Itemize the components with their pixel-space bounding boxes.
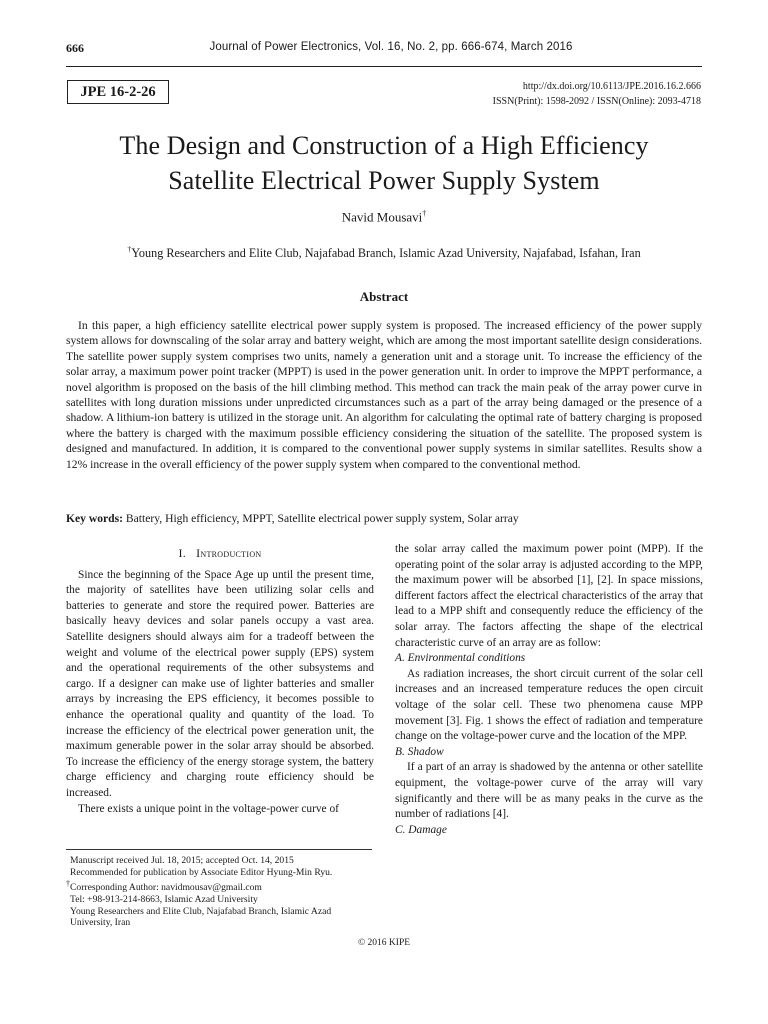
article-code-box	[67, 80, 169, 104]
affiliation	[0, 245, 768, 261]
footnote-editor: Recommended for publication by Associate Editor Hyung-Min Ryu.	[70, 866, 333, 878]
subsection-a-heading: A. Environmental conditions	[395, 652, 526, 665]
keywords-label: Key words:	[66, 512, 123, 525]
footnote-tel: Tel: +98-913-214-8663, Islamic Azad University	[70, 893, 258, 905]
footnote-affiliation: Young Researchers and Elite Club, Najafabad Branch, Islamic Azad University, Iran	[70, 905, 332, 929]
subsection-b-heading: B. Shadow	[395, 745, 444, 758]
footnote-email[interactable]: Corresponding Author: navidmousav@gmail.com	[70, 882, 262, 894]
header-rule	[66, 66, 702, 67]
affiliation-mark: †	[127, 245, 132, 254]
page-number: 666	[66, 41, 84, 55]
article-code: JPE 16-2-26	[80, 83, 156, 100]
right-column	[395, 542, 703, 838]
author	[0, 209, 768, 225]
author-mark: †	[422, 209, 427, 218]
footnote-received: Manuscript received Jul. 18, 2015; accepted Oct. 14, 2015	[70, 855, 294, 866]
subsection-c-heading: C. Damage	[395, 823, 447, 836]
section-title: Introduction	[196, 546, 262, 560]
mpp-paragraph: the solar array called the maximum power point (MPP). If the operating point of the solar array is adjusted according to the MPP, the maximum power will be absorbed [1], [2]. In space missions, different factors affect the electrical characteristics of the array that lead to a MPP shift and consequently reduce the efficiency of the solar array. The factors affecting the shape of the electrical characteristic curve of an array are as follow:	[395, 543, 703, 649]
footnote-rule	[66, 849, 372, 850]
intro-paragraph-2: There exists a unique point in the voltage-power curve of	[78, 802, 339, 815]
copyright: © 2016 KIPE	[357, 938, 411, 948]
footnote-mark: †	[66, 879, 70, 889]
footnote-corresponding	[66, 878, 372, 894]
doi-block	[493, 79, 701, 109]
author-name: Navid Mousavi	[341, 209, 423, 225]
abstract-text: In this paper, a high efficiency satellite electrical power supply system is proposed. The increased efficiency of the power supply system allows for downscaling of the solar array and battery weight, which are among the most important satellite design considerations. The satellite power supply system comprises two units, namely a generation unit and a storage unit. To increase the efficiency of the solar array, a maximum power point tracker (MPPT) is used in the power generation unit. In order to improve the MPPT performance, a novel algorithm is proposed on the basis of the hill climbing method. This method can track the main peak of the array power curve in satellites with long duration missions under unpredicted circumstances such as a part of the array being damaged or the presence of a shadow. A lithium-ion battery is utilized in the storage unit. An algorithm for calculating the optimal rate of battery charging is proposed where the battery is charged with the maximum possible efficiency considering the situation of the satellite. The proposed system is designed and manufactured. In addition, it is compared to the conventional power supply systems in similar satellites. Results show a 12% increase in the overall efficiency of the power supply system when compared to the conventional method.	[66, 319, 702, 471]
section-number: I.	[178, 546, 187, 560]
title-line-2: Satellite Electrical Power Supply System	[168, 166, 600, 195]
doi-link[interactable]: http://dx.doi.org/10.6113/JPE.2016.16.2.666	[522, 81, 701, 92]
left-column	[66, 542, 374, 817]
title-line-1: The Design and Construction of a High Efficiency	[119, 131, 649, 160]
abstract-heading: Abstract	[359, 289, 409, 304]
issn: ISSN(Print): 1598-2092 / ISSN(Online): 2093-4718	[492, 96, 701, 107]
keywords-list: Battery, High efficiency, MPPT, Satellite electrical power supply system, Solar array	[125, 512, 519, 525]
affiliation-text: Young Researchers and Elite Club, Najafabad Branch, Islamic Azad University, Najafabad, Isfahan, Iran	[131, 246, 641, 261]
footnote	[66, 855, 372, 929]
journal-citation: Journal of Power Electronics, Vol. 16, No. 2, pp. 666-674, March 2016	[209, 41, 573, 53]
subsection-b-text: If a part of an array is shadowed by the antenna or other satellite equipment, the voltage-power curve of the array will vary significantly and there will be as many peaks in the curve as the number of radiations [4].	[395, 761, 703, 821]
paper-title	[0, 128, 768, 198]
subsection-a-text: As radiation increases, the short circuit current of the solar cell increases and an increased temperature reduces the open circuit voltage of the solar cell. These two phenomena cause MPP movement [3]. Fig. 1 shows the effect of radiation and temperature change on the voltage-power curve and the location of the MPP.	[395, 667, 703, 743]
keywords	[66, 512, 519, 525]
intro-heading	[66, 546, 374, 562]
intro-paragraph-1: Since the beginning of the Space Age up until the present time, the majority of satellites have been utilizing solar cells and batteries to generate and store the required power. Batteries are basically heavy devices and solar panels occupy a vast area. Satellite designers should always aim for a tradeoff between the weight and volume of the electrical power supply (EPS) system and the operational requirements of the other subsystems and cargo. If a designer can make use of lighter batteries and smaller arrays by increasing the EPS efficiency, it becomes possible to enhance the operational quality and quantity of the load. To increase the efficiency of the electrical power generation unit, the maximum generable power in the solar array should be absorbed. To increase the efficiency of the energy storage system, the battery charge efficiency and charging route efficiency should be increased.	[66, 568, 374, 799]
